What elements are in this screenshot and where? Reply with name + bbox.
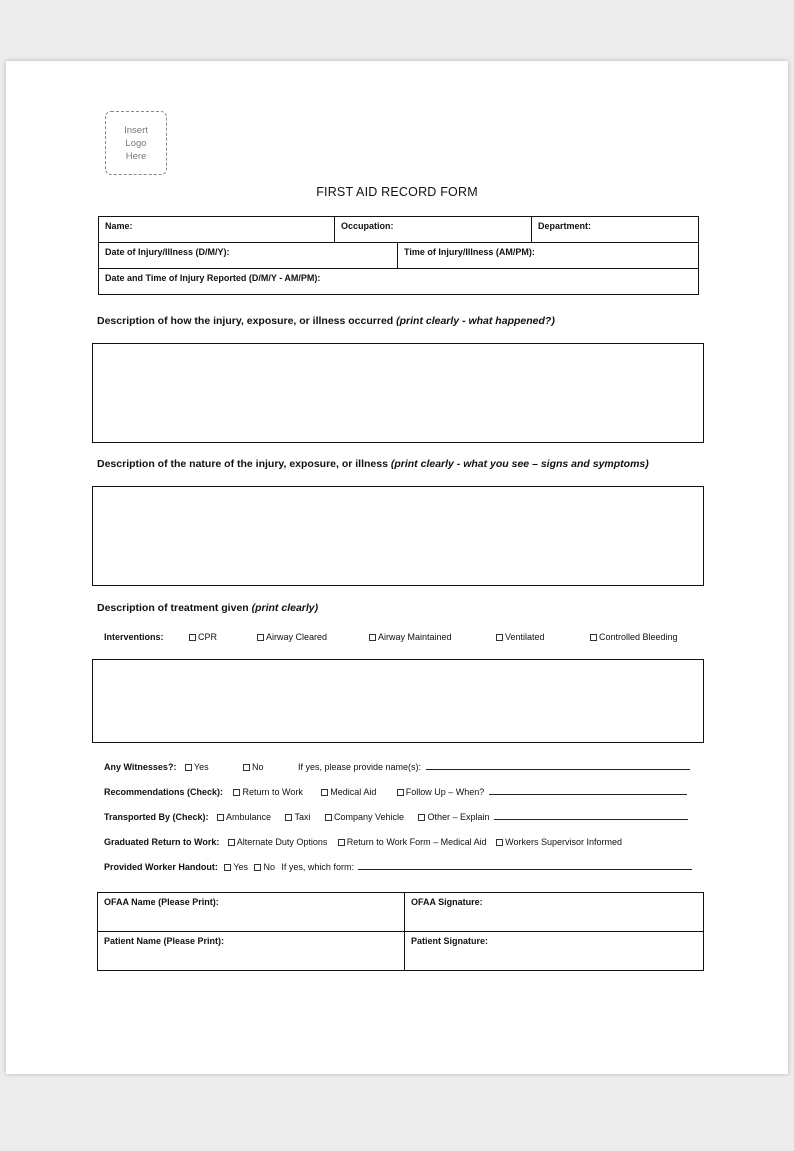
- ofaa-signature-field[interactable]: OFAA Signature:: [405, 893, 704, 932]
- checkbox-follow-up[interactable]: Follow Up – When?: [397, 787, 485, 797]
- name-field[interactable]: Name:: [99, 217, 335, 243]
- checkbox-company-vehicle[interactable]: Company Vehicle: [325, 812, 404, 822]
- transported-row: Transported By (Check): Ambulance Taxi Company Vehicle Other – Explain: [104, 807, 688, 825]
- checkbox-ambulance[interactable]: Ambulance: [217, 812, 271, 822]
- ofaa-name-field[interactable]: OFAA Name (Please Print):: [98, 893, 405, 932]
- time-injury-field[interactable]: Time of Injury/Illness (AM/PM):: [398, 243, 699, 269]
- checkbox-icon[interactable]: [228, 839, 235, 846]
- checkbox-icon[interactable]: [257, 634, 264, 641]
- patient-signature-field[interactable]: Patient Signature:: [405, 932, 704, 971]
- witness-names-line[interactable]: [426, 761, 690, 770]
- checkbox-icon[interactable]: [496, 634, 503, 641]
- graduated-row: Graduated Return to Work: Alternate Duty Options Return to Work Form – Medical Aid Workers Supervisor Informed: [104, 837, 623, 847]
- form-page: [6, 61, 788, 1074]
- checkbox-icon[interactable]: [496, 839, 503, 846]
- section-heading-treatment: Description of treatment given (print clearly): [97, 602, 319, 614]
- section-heading-how: Description of how the injury, exposure, or illness occurred (print clearly - what happened?): [97, 315, 555, 327]
- checkbox-icon[interactable]: [189, 634, 196, 641]
- section-heading-nature: Description of the nature of the injury, exposure, or illness (print clearly - what you see – signs and symptoms): [97, 458, 649, 470]
- interventions-label: Interventions:: [104, 632, 164, 642]
- checkbox-ventilated[interactable]: Ventilated: [496, 632, 545, 642]
- date-injury-field[interactable]: Date of Injury/Illness (D/M/Y):: [99, 243, 398, 269]
- department-field[interactable]: Department:: [532, 217, 699, 243]
- checkbox-cpr[interactable]: CPR: [189, 632, 217, 642]
- checkbox-rtw-form[interactable]: Return to Work Form – Medical Aid: [338, 837, 487, 847]
- checkbox-return-to-work[interactable]: Return to Work: [233, 787, 302, 797]
- handout-form-line[interactable]: [358, 861, 692, 870]
- follow-up-line[interactable]: [489, 786, 687, 795]
- checkbox-icon[interactable]: [397, 789, 404, 796]
- checkbox-witness-yes[interactable]: Yes: [185, 762, 209, 772]
- checkbox-medical-aid[interactable]: Medical Aid: [321, 787, 376, 797]
- checkbox-icon[interactable]: [185, 764, 192, 771]
- checkbox-icon[interactable]: [369, 634, 376, 641]
- checkbox-airway-maintained[interactable]: Airway Maintained: [369, 632, 452, 642]
- checkbox-supervisor-informed[interactable]: Workers Supervisor Informed: [496, 837, 622, 847]
- checkbox-taxi[interactable]: Taxi: [285, 812, 310, 822]
- checkbox-icon[interactable]: [254, 864, 261, 871]
- occupation-field[interactable]: Occupation:: [335, 217, 532, 243]
- logo-placeholder: Insert Logo Here: [105, 111, 167, 175]
- checkbox-airway-cleared[interactable]: Airway Cleared: [257, 632, 327, 642]
- witnesses-row: Any Witnesses?: Yes No If yes, please provide name(s):: [104, 757, 690, 775]
- date-reported-field[interactable]: Date and Time of Injury Reported (D/M/Y - AM/PM):: [99, 269, 699, 295]
- checkbox-icon[interactable]: [418, 814, 425, 821]
- checkbox-controlled-bleeding[interactable]: Controlled Bleeding: [590, 632, 678, 642]
- checkbox-icon[interactable]: [321, 789, 328, 796]
- checkbox-other[interactable]: Other – Explain: [418, 812, 489, 822]
- treatment-textbox[interactable]: [92, 659, 704, 743]
- checkbox-icon[interactable]: [233, 789, 240, 796]
- handout-row: Provided Worker Handout: Yes No If yes, which form:: [104, 857, 692, 875]
- checkbox-icon[interactable]: [338, 839, 345, 846]
- checkbox-icon[interactable]: [285, 814, 292, 821]
- form-title: FIRST AID RECORD FORM: [316, 185, 478, 199]
- checkbox-icon[interactable]: [217, 814, 224, 821]
- how-occurred-textbox[interactable]: [92, 343, 704, 443]
- checkbox-icon[interactable]: [325, 814, 332, 821]
- patient-name-field[interactable]: Patient Name (Please Print):: [98, 932, 405, 971]
- checkbox-alternate-duty[interactable]: Alternate Duty Options: [228, 837, 328, 847]
- checkbox-icon[interactable]: [590, 634, 597, 641]
- checkbox-icon[interactable]: [243, 764, 250, 771]
- recommendations-row: Recommendations (Check): Return to Work Medical Aid Follow Up – When?: [104, 782, 687, 800]
- checkbox-icon[interactable]: [224, 864, 231, 871]
- signature-table: [97, 892, 704, 971]
- info-table: [98, 216, 699, 295]
- other-explain-line[interactable]: [494, 811, 688, 820]
- checkbox-handout-no[interactable]: No: [254, 862, 275, 872]
- checkbox-witness-no[interactable]: No: [243, 762, 264, 772]
- checkbox-handout-yes[interactable]: Yes: [224, 862, 248, 872]
- nature-injury-textbox[interactable]: [92, 486, 704, 586]
